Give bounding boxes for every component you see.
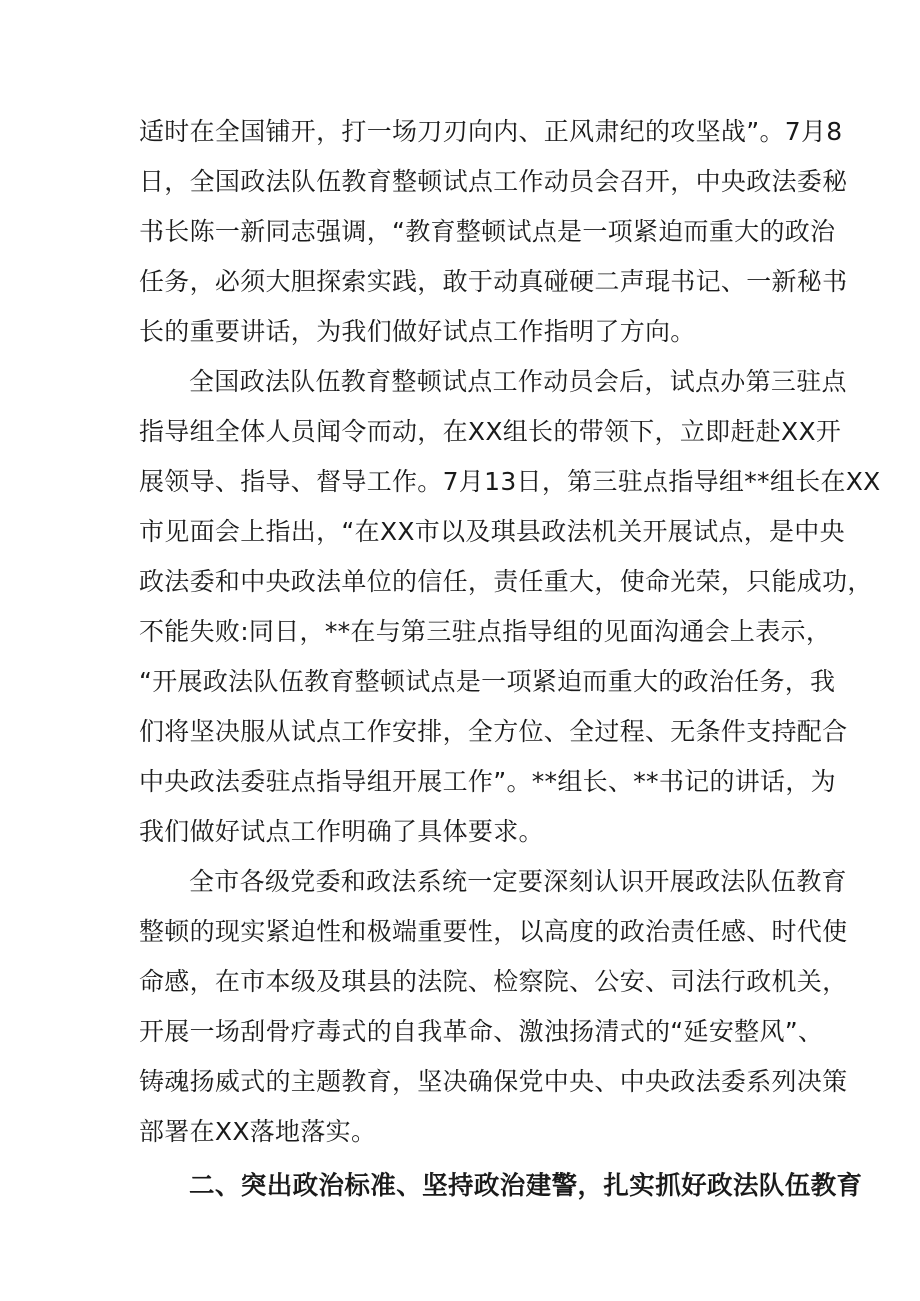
- paragraph-1-line-2: 日，全国政法队伍教育整顿试点工作动员会召开，中央政法委秘: [139, 167, 848, 196]
- paragraph-2-line-4: 市见面会上指出，“在XX市以及琪县政法机关开展试点，是中央: [139, 517, 845, 546]
- paragraph-2-line-8: 们将坚决服从试点工作安排，全方位、全过程、无条件支持配合: [139, 717, 848, 746]
- paragraph-2-line-5: 政法委和中央政法单位的信任，责任重大，使命光荣，只能成功，: [139, 567, 873, 596]
- paragraph-2-line-7: “开展政法队伍教育整顿试点是一项紧迫而重大的政治任务，我: [139, 667, 836, 696]
- paragraph-2-line-2: 指导组全体人员闻令而动，在XX组长的带领下，立即赶赴XX开: [139, 417, 842, 446]
- paragraph-3-line-1: 全市各级党委和政法系统一定要深刻认识开展政法队伍教育: [189, 867, 847, 896]
- paragraph-2-line-3: 展领导、指导、督导工作。7月13日，第三驻点指导组**组长在XX: [139, 467, 881, 496]
- paragraph-2-line-6: 不能失败:同日，**在与第三驻点指导组的见面沟通会上表示，: [139, 617, 832, 646]
- paragraph-3-line-3: 命感，在市本级及琪县的法院、检察院、公安、司法行政机关，: [139, 967, 848, 996]
- paragraph-3-line-4: 开展一场刮骨疗毒式的自我革命、激浊扬清式的“延安整风”、: [139, 1017, 824, 1046]
- paragraph-2-line-9: 中央政法委驻点指导组开展工作”。**组长、**书记的讲话，为: [139, 767, 836, 796]
- paragraph-3-line-5: 铸魂扬威式的主题教育，坚决确保党中央、中央政法委系列决策: [139, 1067, 848, 1096]
- paragraph-3-line-6: 部署在XX落地落实。: [139, 1117, 377, 1146]
- paragraph-1-line-1: 适时在全国铺开，打一场刀刃向内、正风肃纪的攻坚战”。7月8: [139, 117, 843, 146]
- paragraph-1-line-3: 书长陈一新同志强调，“教育整顿试点是一项紧迫而重大的政治: [139, 217, 836, 246]
- paragraph-2-line-1: 全国政法队伍教育整顿试点工作动员会后，试点办第三驻点: [189, 367, 847, 396]
- paragraph-2-line-10: 我们做好试点工作明确了具体要求。: [139, 817, 544, 846]
- paragraph-3-line-2: 整顿的现实紧迫性和极端重要性，以高度的政治责任感、时代使: [139, 917, 848, 946]
- paragraph-1-line-4: 任务，必须大胆探索实践，敢于动真碰硬二声琨书记、一新秘书: [139, 267, 848, 296]
- paragraph-1-line-5: 长的重要讲话，为我们做好试点工作指明了方向。: [139, 317, 696, 346]
- section-heading: 二、突出政治标准、坚持政治建警，扎实抓好政法队伍教育: [189, 1171, 863, 1201]
